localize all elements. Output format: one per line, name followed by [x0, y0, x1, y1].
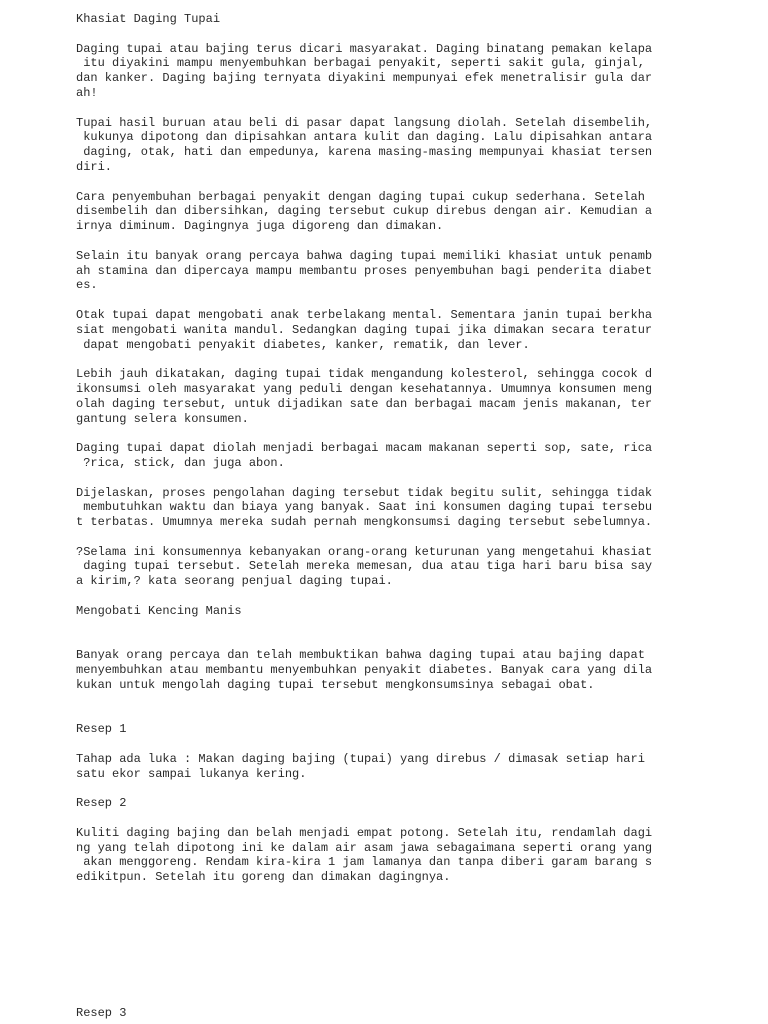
- resep-3-heading: Resep 3: [76, 1006, 127, 1020]
- paragraph: [76, 826, 676, 885]
- text-line: disembelih dan dibersihkan, daging tersebut cukup direbus dengan air. Kemudian a: [76, 204, 653, 219]
- paragraph: [76, 648, 676, 692]
- text-line: a kirim,? kata seorang penjual daging tupai.: [76, 574, 393, 589]
- text-line: siat mengobati wanita mandul. Sedangkan daging tupai jika dimakan secara teratur: [76, 322, 653, 337]
- text-line: Tupai hasil buruan atau beli di pasar dapat langsung diolah. Setelah disembelih,: [76, 115, 653, 130]
- text-line: itu diyakini mampu menyembuhkan berbagai penyakit, seperti sakit gula, ginjal,: [76, 56, 645, 71]
- text-line: es.: [76, 278, 98, 293]
- text-line: Daging tupai atau bajing terus dicari masyarakat. Daging binatang pemakan kelapa: [76, 41, 653, 56]
- text-line: akan menggoreng. Rendam kira-kira 1 jam lamanya dan tanpa diberi garam barang s: [76, 855, 653, 870]
- text-line: satu ekor sampai lukanya kering.: [76, 766, 307, 781]
- text-line: daging tupai tersebut. Setelah mereka memesan, dua atau tiga hari baru bisa say: [76, 559, 653, 574]
- text-line: Cara penyembuhan berbagai penyakit dengan daging tupai cukup sederhana. Setelah: [76, 189, 645, 204]
- text-line: Selain itu banyak orang percaya bahwa daging tupai memiliki khasiat untuk penamb: [76, 248, 653, 263]
- text-line: daging, otak, hati dan empedunya, karena masing-masing mempunyai khasiat tersen: [76, 145, 653, 160]
- text-line: Tahap ada luka : Makan daging bajing (tupai) yang direbus / dimasak setiap hari: [76, 751, 645, 766]
- document-title: Khasiat Daging Tupai: [76, 12, 221, 26]
- text-line: gantung selera konsumen.: [76, 411, 249, 426]
- text-line: menyembuhkan atau membantu menyembuhkan penyakit diabetes. Banyak cara yang dila: [76, 663, 653, 678]
- text-line: ?Selama ini konsumennya kebanyakan orang-orang keturunan yang mengetahui khasiat: [76, 544, 653, 559]
- text-line: Daging tupai dapat diolah menjadi berbagai macam makanan seperti sop, sate, rica: [76, 441, 653, 456]
- text-line: ng yang telah dipotong ini ke dalam air asam jawa sebagaimana seperti orang yang: [76, 840, 653, 855]
- paragraph: [76, 545, 676, 589]
- text-line: ?rica, stick, dan juga abon.: [76, 455, 285, 470]
- text-line: edikitpun. Setelah itu goreng dan dimakan dagingnya.: [76, 870, 451, 885]
- text-line: ah!: [76, 85, 98, 100]
- text-line: Banyak orang percaya dan telah membuktikan bahwa daging tupai atau bajing dapat: [76, 648, 645, 663]
- paragraph: [76, 308, 676, 352]
- text-line: t terbatas. Umumnya mereka sudah pernah mengkonsumsi daging tersebut sebelumnya.: [76, 515, 653, 530]
- paragraph: [76, 441, 676, 471]
- section-heading: Mengobati Kencing Manis: [76, 603, 242, 618]
- paragraph: [76, 249, 676, 293]
- resep-2-heading: Resep 2: [76, 796, 127, 811]
- text-line: kukan untuk mengolah daging tupai tersebut mengkonsumsinya sebagai obat.: [76, 677, 595, 692]
- text-line: ah stamina dan dipercaya mampu membantu proses penyembuhan bagi penderita diabet: [76, 263, 653, 278]
- text-line: Otak tupai dapat mengobati anak terbelakang mental. Sementara janin tupai berkha: [76, 307, 653, 322]
- text-line: kukunya dipotong dan dipisahkan antara kulit dan daging. Lalu dipisahkan antara: [76, 130, 653, 145]
- paragraph: [76, 752, 676, 782]
- document-body: [76, 12, 676, 885]
- resep-1-heading: Resep 1: [76, 722, 127, 737]
- paragraph: [76, 190, 676, 234]
- text-line: membutuhkan waktu dan biaya yang banyak. Saat ini konsumen daging tupai tersebu: [76, 500, 653, 515]
- paragraph: [76, 486, 676, 530]
- text-line: ikonsumsi oleh masyarakat yang peduli dengan kesehatannya. Umumnya konsumen meng: [76, 381, 653, 396]
- text-line: Dijelaskan, proses pengolahan daging tersebut tidak begitu sulit, sehingga tidak: [76, 485, 653, 500]
- text-line: dan kanker. Daging bajing ternyata diyakini mempunyai efek menetralisir gula dar: [76, 71, 653, 86]
- text-line: Kuliti daging bajing dan belah menjadi empat potong. Setelah itu, rendamlah dagi: [76, 825, 653, 840]
- text-line: irnya diminum. Dagingnya juga digoreng dan dimakan.: [76, 219, 444, 234]
- paragraph: [76, 367, 676, 426]
- paragraph: [76, 116, 676, 175]
- text-line: diri.: [76, 159, 113, 174]
- text-line: Lebih jauh dikatakan, daging tupai tidak mengandung kolesterol, sehingga cocok d: [76, 367, 653, 382]
- paragraph: [76, 42, 676, 101]
- text-line: olah daging tersebut, untuk dijadikan sate dan berbagai macam jenis makanan, ter: [76, 396, 653, 411]
- text-line: dapat mengobati penyakit diabetes, kanker, rematik, dan lever.: [76, 337, 530, 352]
